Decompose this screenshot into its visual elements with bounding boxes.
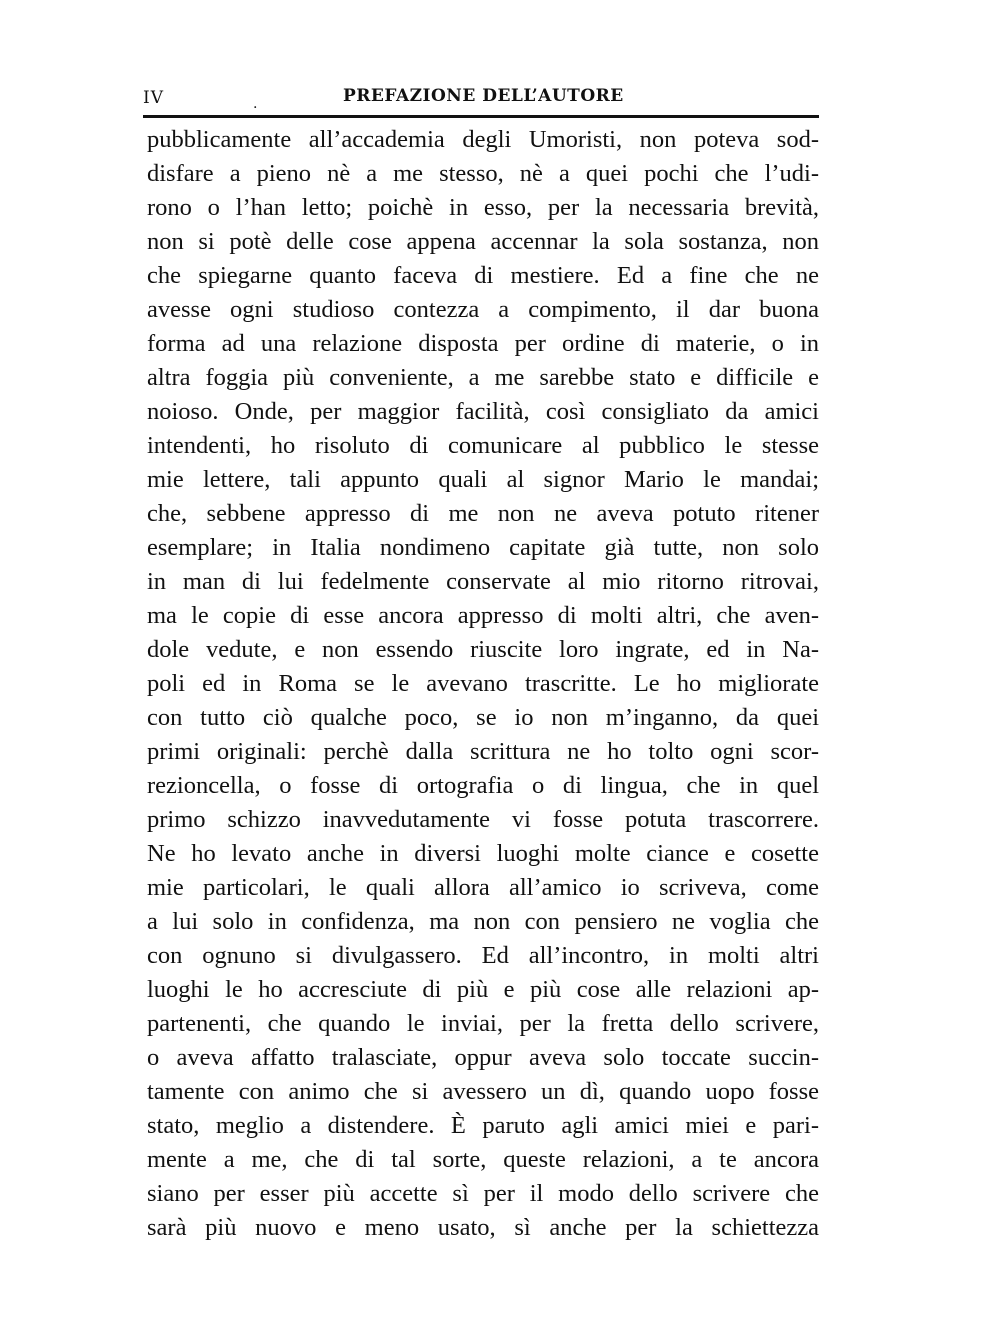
text-line: mie particolari, le quali allora all’amico io scriveva, come: [147, 874, 819, 901]
text-line: luoghi le ho accresciute di più e più cose alle relazioni ap-: [147, 976, 819, 1003]
text-line: o aveva affatto tralasciate, oppur aveva solo toccate succin-: [147, 1044, 819, 1071]
text-line: siano per esser più accette sì per il modo dello scrivere che: [147, 1180, 819, 1207]
text-line: noioso. Onde, per maggior facilità, così consigliato da amici: [147, 398, 819, 425]
page-number: IV: [143, 88, 164, 108]
text-line: partenenti, che quando le inviai, per la fretta dello scrivere,: [147, 1010, 819, 1037]
text-line: esemplare; in Italia nondimeno capitate già tutte, non solo: [147, 534, 819, 561]
text-line: forma ad una relazione disposta per ordine di materie, o in: [147, 330, 819, 357]
running-title: PREFAZIONE DELL’AUTORE: [343, 86, 624, 106]
header-rule: [143, 115, 819, 118]
text-line: stato, meglio a distendere. È paruto agli amici miei e pari-: [147, 1112, 819, 1139]
text-line: tamente con animo che si avessero un dì, quando uopo fosse: [147, 1078, 819, 1105]
text-line: che spiegarne quanto faceva di mestiere. Ed a fine che ne: [147, 262, 819, 289]
text-line: altra foggia più conveniente, a me sarebbe stato e difficile e: [147, 364, 819, 391]
text-line: che, sebbene appresso di me non ne aveva potuto ritener: [147, 500, 819, 527]
text-line: a lui solo in confidenza, ma non con pensiero ne voglia che: [147, 908, 819, 935]
body-text: [147, 123, 819, 1245]
text-line: non si potè delle cose appena accennar la sola sostanza, non: [147, 228, 819, 255]
text-line: poli ed in Roma se le avevano trascritte. Le ho migliorate: [147, 670, 819, 697]
page-header: [143, 82, 819, 110]
text-line: disfare a pieno nè a me stesso, nè a quei pochi che l’udi-: [147, 160, 819, 187]
text-line: in man di lui fedelmente conservate al mio ritorno ritrovai,: [147, 568, 819, 595]
text-line: primi originali: perchè dalla scrittura ne ho tolto ogni scor-: [147, 738, 819, 765]
text-line: con ognuno si divulgassero. Ed all’incontro, in molti altri: [147, 942, 819, 969]
text-line: dole vedute, e non essendo riuscite loro ingrate, ed in Na-: [147, 636, 819, 663]
text-line: intendenti, ho risoluto di comunicare al pubblico le stesse: [147, 432, 819, 459]
text-line: rezioncella, o fosse di ortografia o di lingua, che in quel: [147, 772, 819, 799]
header-mark: .: [253, 96, 258, 112]
text-line: Ne ho levato anche in diversi luoghi molte ciance e cosette: [147, 840, 819, 867]
text-line: mente a me, che di tal sorte, queste relazioni, a te ancora: [147, 1146, 819, 1173]
text-line: sarà più nuovo e meno usato, sì anche per la schiettezza: [147, 1214, 819, 1241]
text-line: pubblicamente all’accademia degli Umoristi, non poteva sod-: [147, 126, 819, 153]
text-line: avesse ogni studioso contezza a compimento, il dar buona: [147, 296, 819, 323]
text-line: rono o l’han letto; poichè in esso, per la necessaria brevità,: [147, 194, 819, 221]
text-line: ma le copie di esse ancora appresso di molti altri, che aven-: [147, 602, 819, 629]
text-line: mie lettere, tali appunto quali al signor Mario le mandai;: [147, 466, 819, 493]
text-line: con tutto ciò qualche poco, se io non m’inganno, da quei: [147, 704, 819, 731]
text-line: primo schizzo inavvedutamente vi fosse potuta trascorrere.: [147, 806, 819, 833]
